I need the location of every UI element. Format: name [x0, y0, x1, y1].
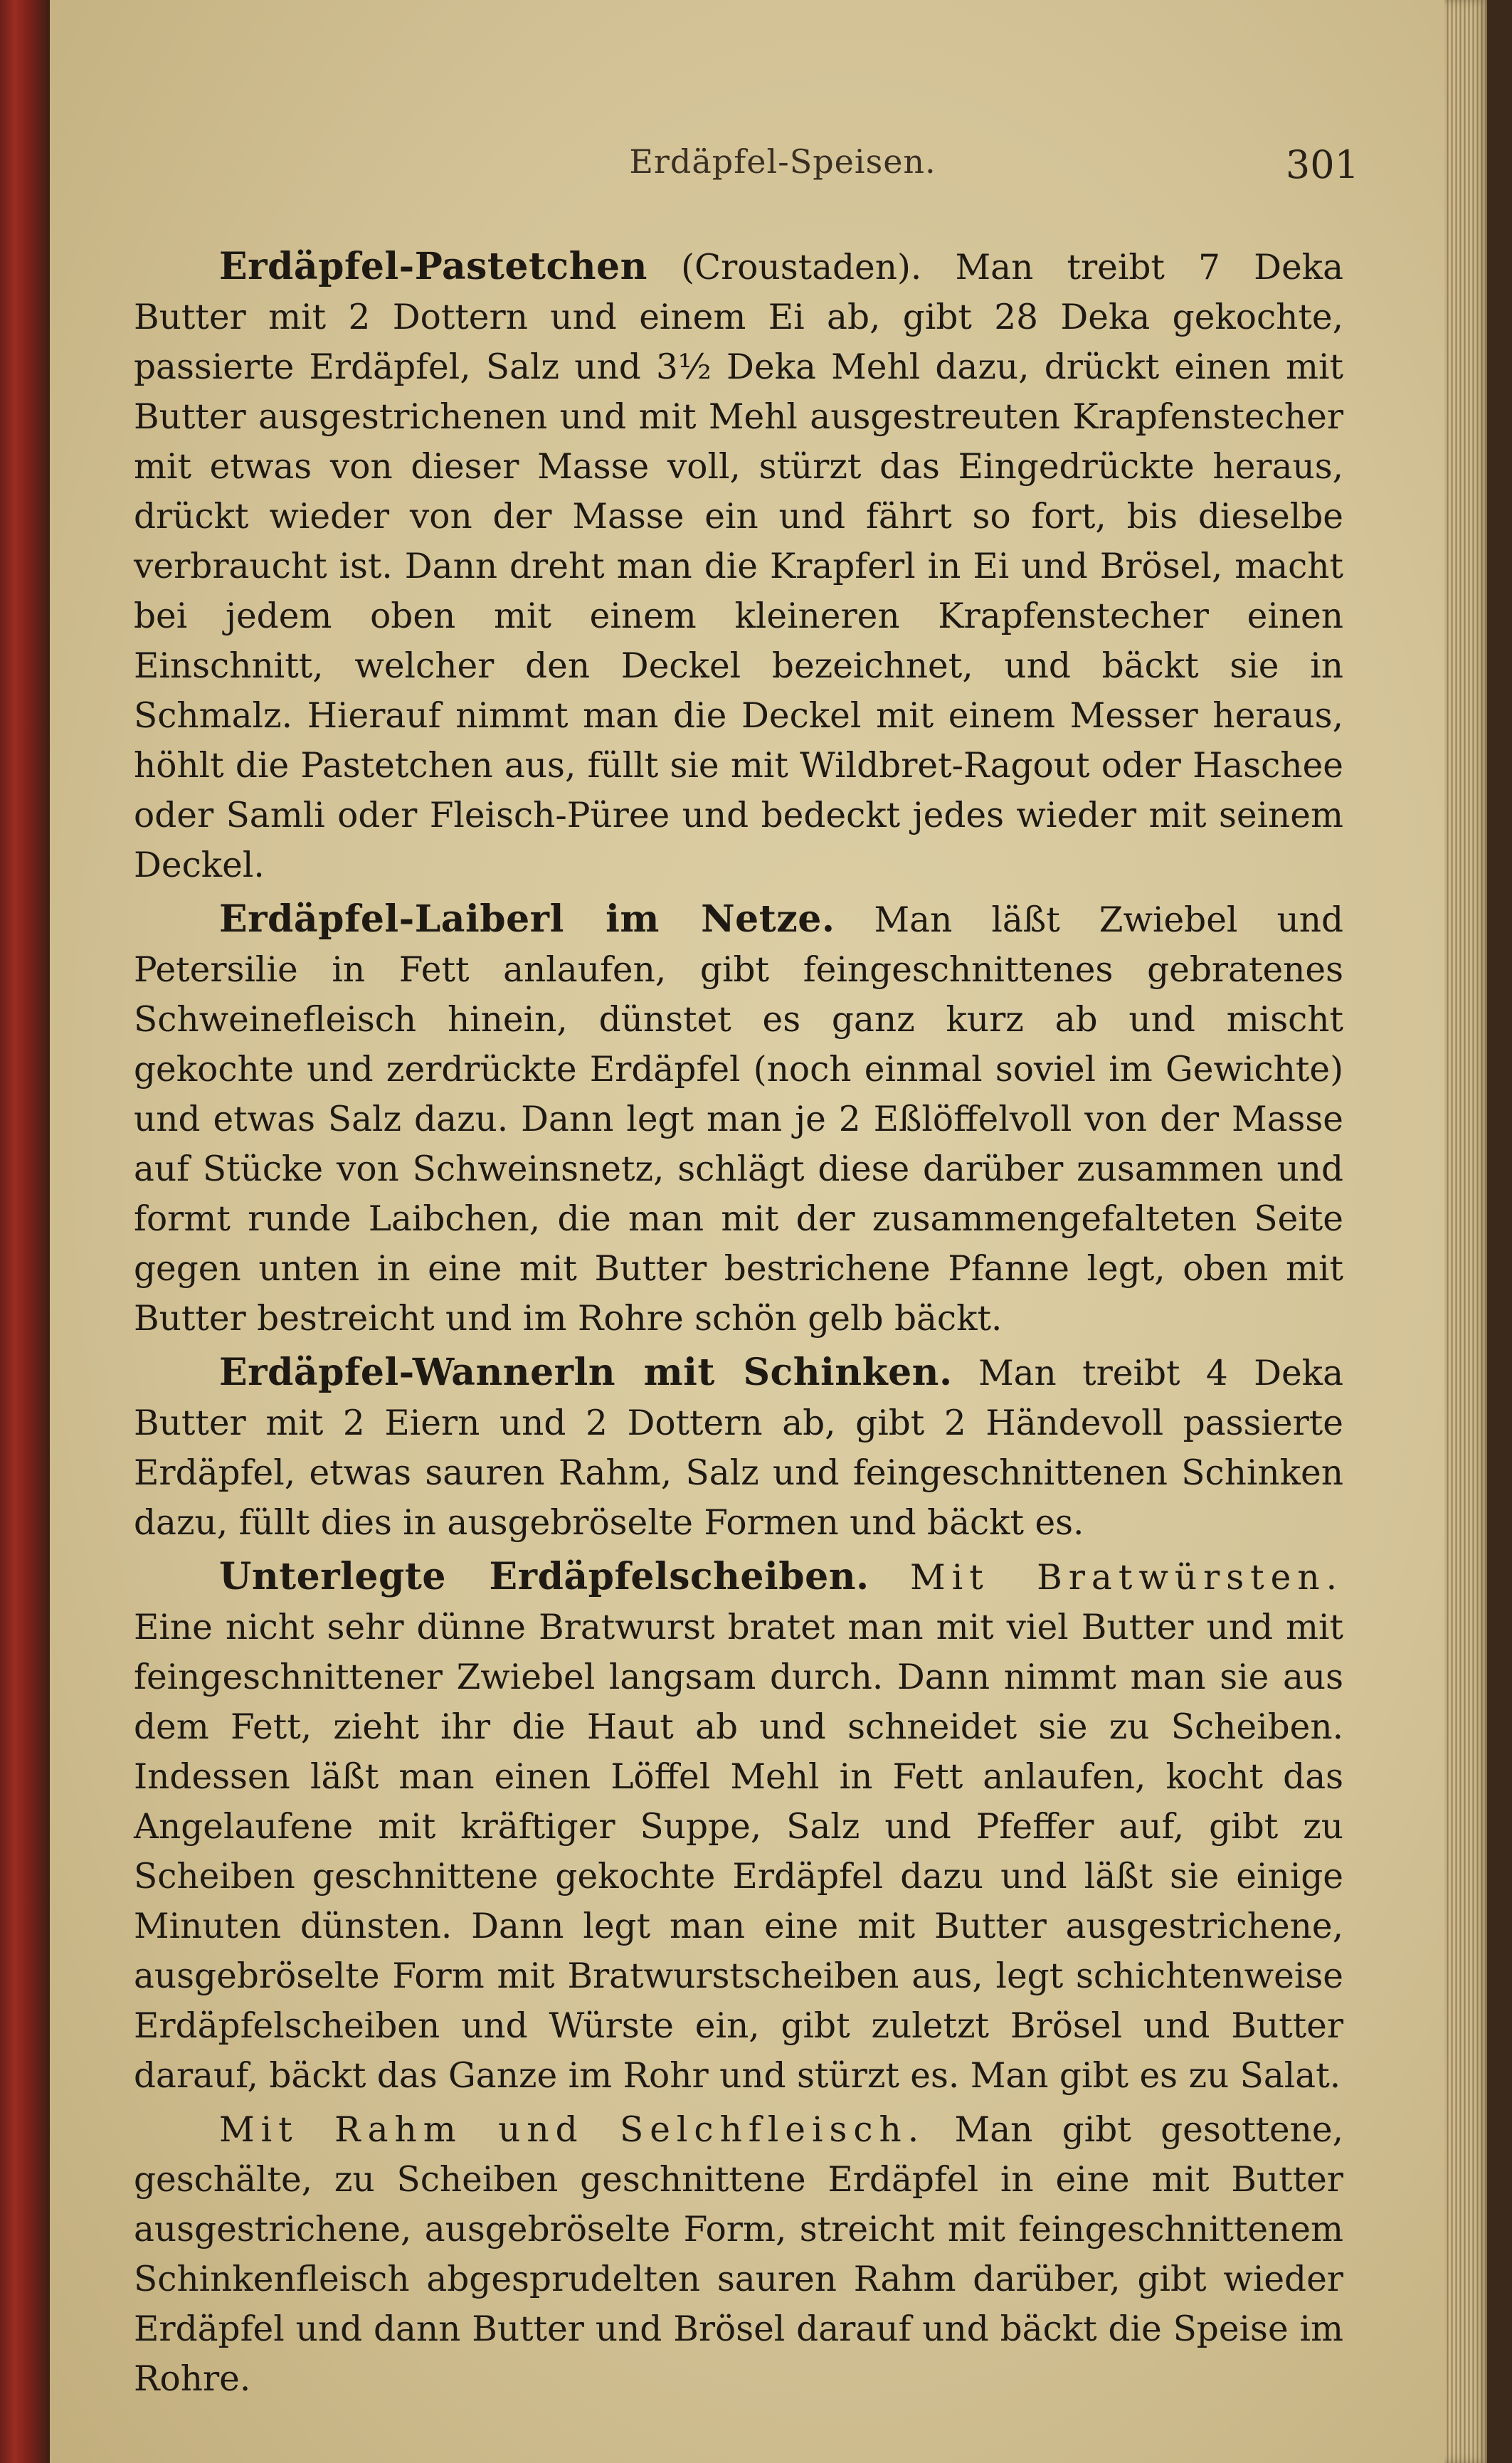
running-title: Erdäpfel-Speisen. — [629, 142, 936, 181]
recipe-body: Eine nicht sehr dünne Bratwurst bratet man mit viel Butter und mit feingeschnittener Zwiebel langsam durch. Dann nimmt man sie aus dem Fett, zieht ihr die Haut ab und schneidet sie zu Scheiben. Indessen läßt man einen Löffel Mehl in Fett anlaufen, kocht das Angelaufene mit kräftiger Suppe, Salz und Pfeffer auf, gibt zu Scheiben geschnittene gekochte Erdäpfel dazu und läßt sie einige Minuten dünsten. Dann legt man eine mit Butter ausgestrichene, ausgebröselte Form mit Bratwurstscheiben aus, legt schichtenweise Erdäpfelscheiben und Würste ein, gibt zuletzt Brösel und Butter darauf, bäckt das Ganze im Rohr und stürzt es. Man gibt es zu Salat. — [134, 1608, 1343, 2096]
page-number: 301 — [1285, 142, 1359, 187]
recipe-body: Man läßt Zwiebel und Petersilie in Fett anlaufen, gibt feingeschnittenes gebratenes Schweinefleisch hinein, dünstet es ganz kurz ab und mischt gekochte und zerdrückte Erdäpfel (noch einmal soviel im Gewichte) und etwas Salz dazu. Dann legt man je 2 Eßlöffelvoll von der Masse auf Stücke von Schweinsnetz, schlägt diese darüber zusammen und formt runde Laibchen, die man mit der zusammengefalteten Seite gegen unten in eine mit Butter bestrichene Pfanne legt, oben mit Butter bestreicht und im Rohre schön gelb bäckt. — [134, 900, 1344, 1339]
page-edges — [1444, 0, 1487, 2463]
recipe-erdaepfel-pastetchen — [134, 242, 1343, 890]
recipe-text — [134, 242, 1343, 2408]
recipe-erdaepfel-laiberl — [134, 895, 1343, 1344]
recipe-title: Erdäpfel-Pastetchen — [219, 245, 647, 288]
recipe-erdaepfel-wannerln — [134, 1348, 1343, 1548]
recipe-variant-rahm-selchfleisch — [134, 2105, 1343, 2404]
recipe-body: Man treibt 7 Deka Butter mit 2 Dottern und einem Ei ab, gibt 28 Deka gekochte, passierte Erdäpfel, Salz und 3½ Deka Mehl dazu, drückt einen mit Butter ausgestrichenen und mit Mehl ausgestreuten Krapfenstecher mit etwas von dieser Masse voll, stürzt das Eingedrückte heraus, drückt wieder von der Masse ein und fährt so fort, bis dieselbe verbraucht ist. Dann dreht man die Krapferl in Ei und Brösel, macht bei jedem oben mit einem kleineren Krapfenstecher einen Einschnitt, welcher den Deckel bezeichnet, und bäckt sie in Schmalz. Hierauf nimmt man die Deckel mit einem Messer heraus, höhlt die Pastetchen aus, füllt sie mit Wildbret-Ragout oder Haschee oder Samli oder Fleisch-Püree und bedeckt jedes wieder mit seinem Deckel. — [134, 248, 1343, 885]
recipe-title: Erdäpfel-Laiberl im Netze. — [219, 897, 835, 941]
recipe-variant: Mit Rahm und Selchfleisch. — [219, 2110, 926, 2150]
book-binding — [0, 0, 50, 2463]
recipe-body: Man treibt 4 Deka Butter mit 2 Eiern und 2 Dottern ab, gibt 2 Händevoll passierte Erdäpfel, etwas sauren Rahm, Salz und feingeschnittenen Schinken dazu, füllt dies in ausgebröselte Formen und bäckt es. — [134, 1354, 1343, 1543]
recipe-unterlegte-erdaepfelscheiben — [134, 1552, 1343, 2101]
page-header — [206, 142, 1359, 185]
recipe-body: Man gibt gesottene, geschälte, zu Scheiben geschnittene Erdäpfel in eine mit Butter ausgestrichene, ausgebröselte Form, streicht mit feingeschnittenem Schinkenfleisch abgesprudelten sauren Rahm darüber, gibt wieder Erdäpfel und dann Butter und Brösel darauf und bäckt die Speise im Rohre. — [134, 2110, 1343, 2399]
book-page — [50, 0, 1487, 2463]
recipe-variant: Mit Bratwürsten. — [910, 1558, 1343, 1598]
recipe-note: (Croustaden). — [681, 248, 922, 288]
recipe-title: Erdäpfel-Wannerln mit Schinken. — [219, 1351, 953, 1394]
recipe-title: Unterlegte Erdäpfelscheiben. — [219, 1555, 869, 1598]
